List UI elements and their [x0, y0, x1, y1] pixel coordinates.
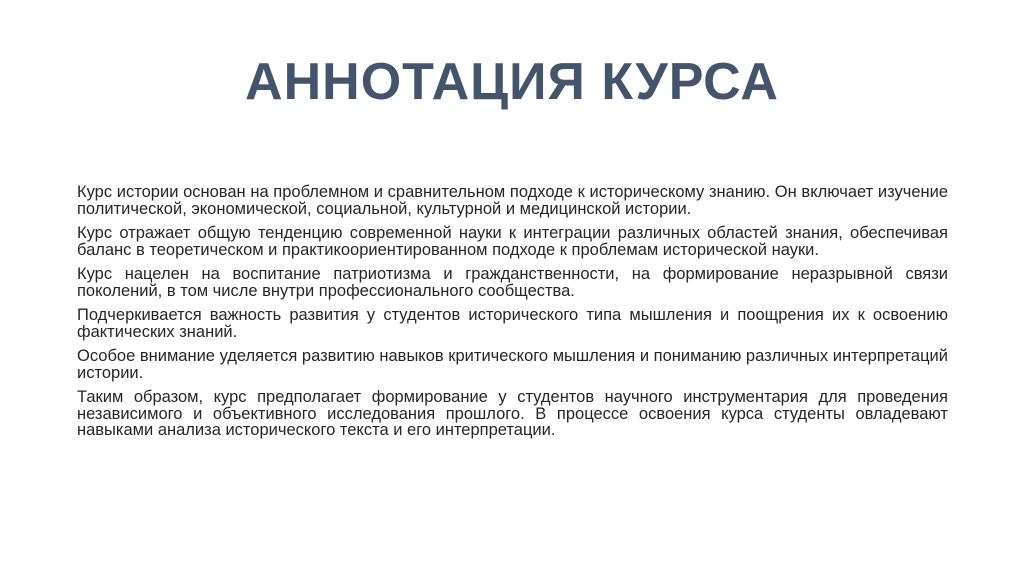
paragraph-4: Подчеркивается важность развития у студентов исторического типа мышления и поощрения их к освоению фактических знаний.	[77, 306, 948, 341]
paragraph-1: Курс истории основан на проблемном и сравнительном подходе к историческому знанию. Он включает изучение политической, экономической, социальной, культурной и медицинской истории.	[77, 183, 948, 218]
paragraph-6: Таким образом, курс предполагает формирование у студентов научного инструментария для проведения независимого и объективного исследования прошлого. В процессе освоения курса студенты овладевают навыками анализа исторического текста и его интерпретации.	[77, 388, 948, 439]
slide-body	[77, 184, 948, 447]
slide-title: АННОТАЦИЯ КУРСА	[245, 53, 779, 111]
paragraph-2: Курс отражает общую тенденцию современной науки к интеграции различных областей знания, обеспечивая баланс в теоретическом и практикоориентированном подходе к проблемам исторической науки.	[77, 224, 948, 259]
paragraph-3: Курс нацелен на воспитание патриотизма и гражданственности, на формирование неразрывной связи поколений, в том числе внутри профессионального сообщества.	[77, 265, 948, 300]
paragraph-5: Особое внимание уделяется развитию навыков критического мышления и пониманию различных интерпретаций истории.	[77, 347, 948, 382]
